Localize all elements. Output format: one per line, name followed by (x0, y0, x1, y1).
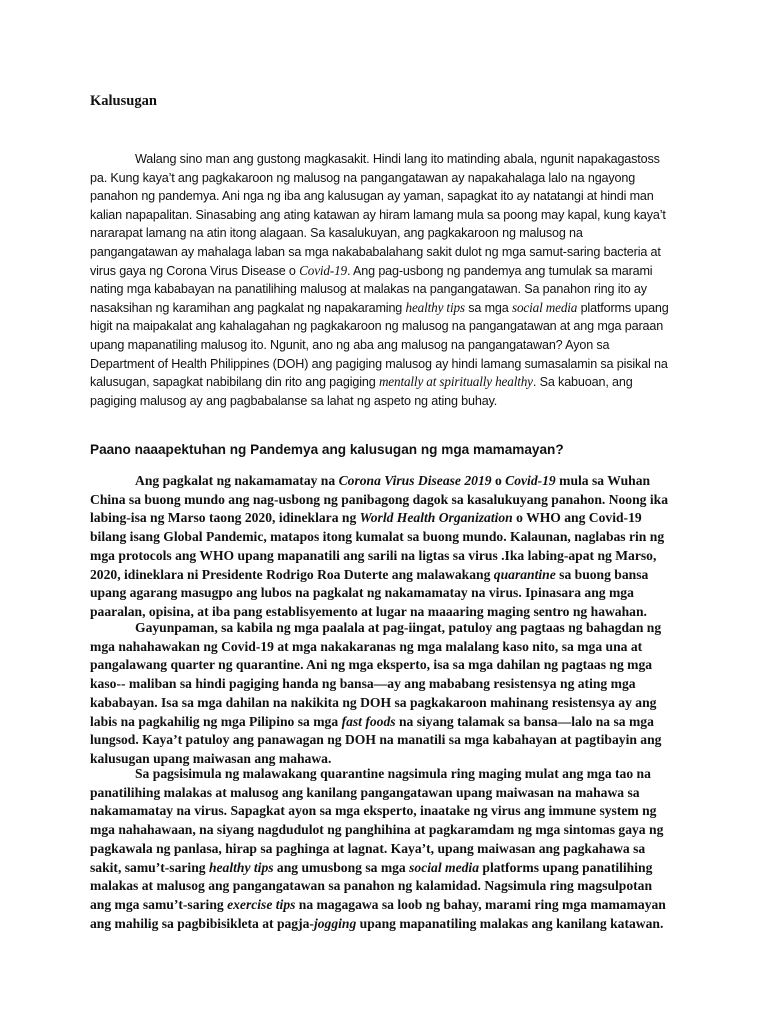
text-run: Ang pagkalat ng nakamamatay na (135, 473, 339, 488)
paragraph-case-rise (90, 619, 672, 769)
italic-run: Covid-19 (299, 262, 348, 278)
paragraph-pandemic-spread (90, 472, 672, 622)
text-run: na magagawa sa loob ng bahay, marami ring mga mamamayan ang mahilig sa pagbibisikleta at pagja- (90, 896, 666, 931)
italic-run: healthy tips (208, 859, 274, 875)
text-run: sa mga (464, 300, 512, 315)
section-heading: Paano naaapektuhan ng Pandemya ang kalusugan ng mga mamamayan? (90, 442, 564, 457)
text-run: platforms upang higit na maipakalat ang kahalagahan ng pagkakaroon ng malusog na pangangatawan at ang mga paraan upang mapanatiling malusog ito. Ngunit, ano ng aba ang malusog na pangangatawan? Ayon sa Department of Health Philippines (DOH) ang pagiging malusog ay hindi lamang sumasalamin sa pisikal na kalusugan, sapagkat nabibilang din rito ang pagiging (90, 300, 669, 390)
text-run: upang mapanatiling malakas ang kanilang katawan. (356, 915, 664, 931)
italic-run: jogging (313, 915, 357, 931)
text-run: Walang sino man ang gustong magkasakit. Hindi lang ito matinding abala, ngunit napakagastoss pa. Kung kaya’t ang pagkakaroon ng malusog na pangangatawan ay napakahalaga lalo na ngayong panahon ng pandemya. Ani nga ng iba ang kalusugan ay yaman, sapagkat ito ay natatangi at hindi man kalian napapalitan. Sinasabing ang ating katawan ay hiram lamang mula sa poong may kapal, kung kaya’t nararapat lamang na atin itong alagaan. Sa kasalukuyan, ang pagkakaroon ng malusog na pangangatawan ay mahalaga laban sa mga nakababalahang sakit dulot ng mga samut-saring bacteria at virus gaya ng Corona Virus Disease o (90, 152, 666, 278)
italic-run: Covid-19 (505, 473, 556, 488)
text-run: mula sa Wuhan China sa buong mundo ang nag-usbong ng panibagong dagok sa kasalukuyang panahon. Noong ika labing-isa ng Marso taong 2020, idineklara ng (90, 473, 668, 526)
text-run: Gayunpaman, sa kabila ng mga paalala at pag-iingat, patuloy ang pagtaas ng bahagdan ng mga nahahawakan ng Covid-19 at mga nakakaranas ng mga malalang kaso nito, sa mga una at pangalawang quarter ng quarantine. Ani ng mga eksperto, isa sa mga dahilan ng pagtaas ng mga kaso-- maliban sa hindi pagiging handa ng bansa—ay ang mababang resistensya ng ating mga kababayan. Isa sa mga dahilan na nakikita ng DOH sa pagkakaroon mahinang resistensya ay ang labis na pagkahilig ng mga Pilipino sa mga (90, 620, 662, 729)
text-run: . Ang pag-usbong ng pandemya ang tumulak sa marami nating mga kababayan na panatilihing malusog at malakas na pangangatawan. Sa panahon ring ito ay nasaksihan ng karamihan ang pagkalat ng napakaraming (90, 263, 653, 315)
italic-run: exercise tips (227, 896, 296, 912)
italic-run: social media (409, 859, 479, 875)
text-run: o WHO ang Covid-19 bilang isang Global Pandemic, matapos itong kumalat sa buong mundo. Kalaunan, naglabas rin ng mga protocols ang WHO upang mapanatili ang sarili na ligtas sa virus .Ika labing-apat ng Marso, 2020, idineklara ni Presidente Rodrigo Roa Duterte ang malawakang (90, 510, 665, 582)
text-run: Sa pagsisimula ng malawakang quarantine nagsimula ring maging mulat ang mga tao na panatilihing malakas at malusog ang kanilang pangangatawan upang maiwasan na mahawa sa nakamamatay na virus. Sapagkat ayon sa mga eksperto, inaatake ng virus ang immune system ng mga nahahawaan, na siyang nagdudulot ng panghihina at pagkaramdam ng mga sintomas gaya ng pagkawala ng panlasa, hirap sa paghinga at lagnat. Kaya’t, upang maiwasan ang pagkahawa sa sakit, samu’t-saring (90, 766, 664, 875)
text-run: o (491, 473, 506, 488)
paragraph-intro (90, 150, 672, 410)
document-title: Kalusugan (90, 93, 157, 109)
text-run: ang umusbong sa mga (273, 859, 410, 875)
italic-run: quarantine (493, 566, 556, 582)
italic-run: mentally at spiritually healthy (378, 374, 533, 390)
italic-run: social media (512, 299, 578, 315)
paragraph-quarantine-health (90, 765, 672, 933)
text-run: . Sa kabuoan, ang pagiging malusog ay ang pagbabalanse sa lahat ng aspeto ng ating buhay. (90, 375, 633, 408)
text-run: na siyang talamak sa bansa—lalo na sa mga lungsod. Kaya’t patuloy ang panawagan ng DOH na manatili sa mga kabahayan at pagtibayin ang kalusugan upang maiwasan ang mahawa. (90, 713, 662, 766)
italic-run: healthy tips (405, 299, 465, 315)
text-run: sa buong bansa upang agarang masugpo ang lubos na pagkalat ng nakamamatay na virus. Ipinasara ang mga paaralan, opisina, at iba pang establisyemento at lugar na maaaring maging sentro ng hawahan. (90, 566, 649, 619)
italic-run: fast foods (341, 713, 396, 729)
text-run: platforms upang panatilihing malakas at malusog ang pangangatawan sa panahon ng kalamidad. Nagsimula ring magsulpotan ang mga samu’t-saring (90, 859, 653, 912)
italic-run: World Health Organization (359, 510, 513, 526)
italic-run: Corona Virus Disease 2019 (338, 473, 492, 488)
